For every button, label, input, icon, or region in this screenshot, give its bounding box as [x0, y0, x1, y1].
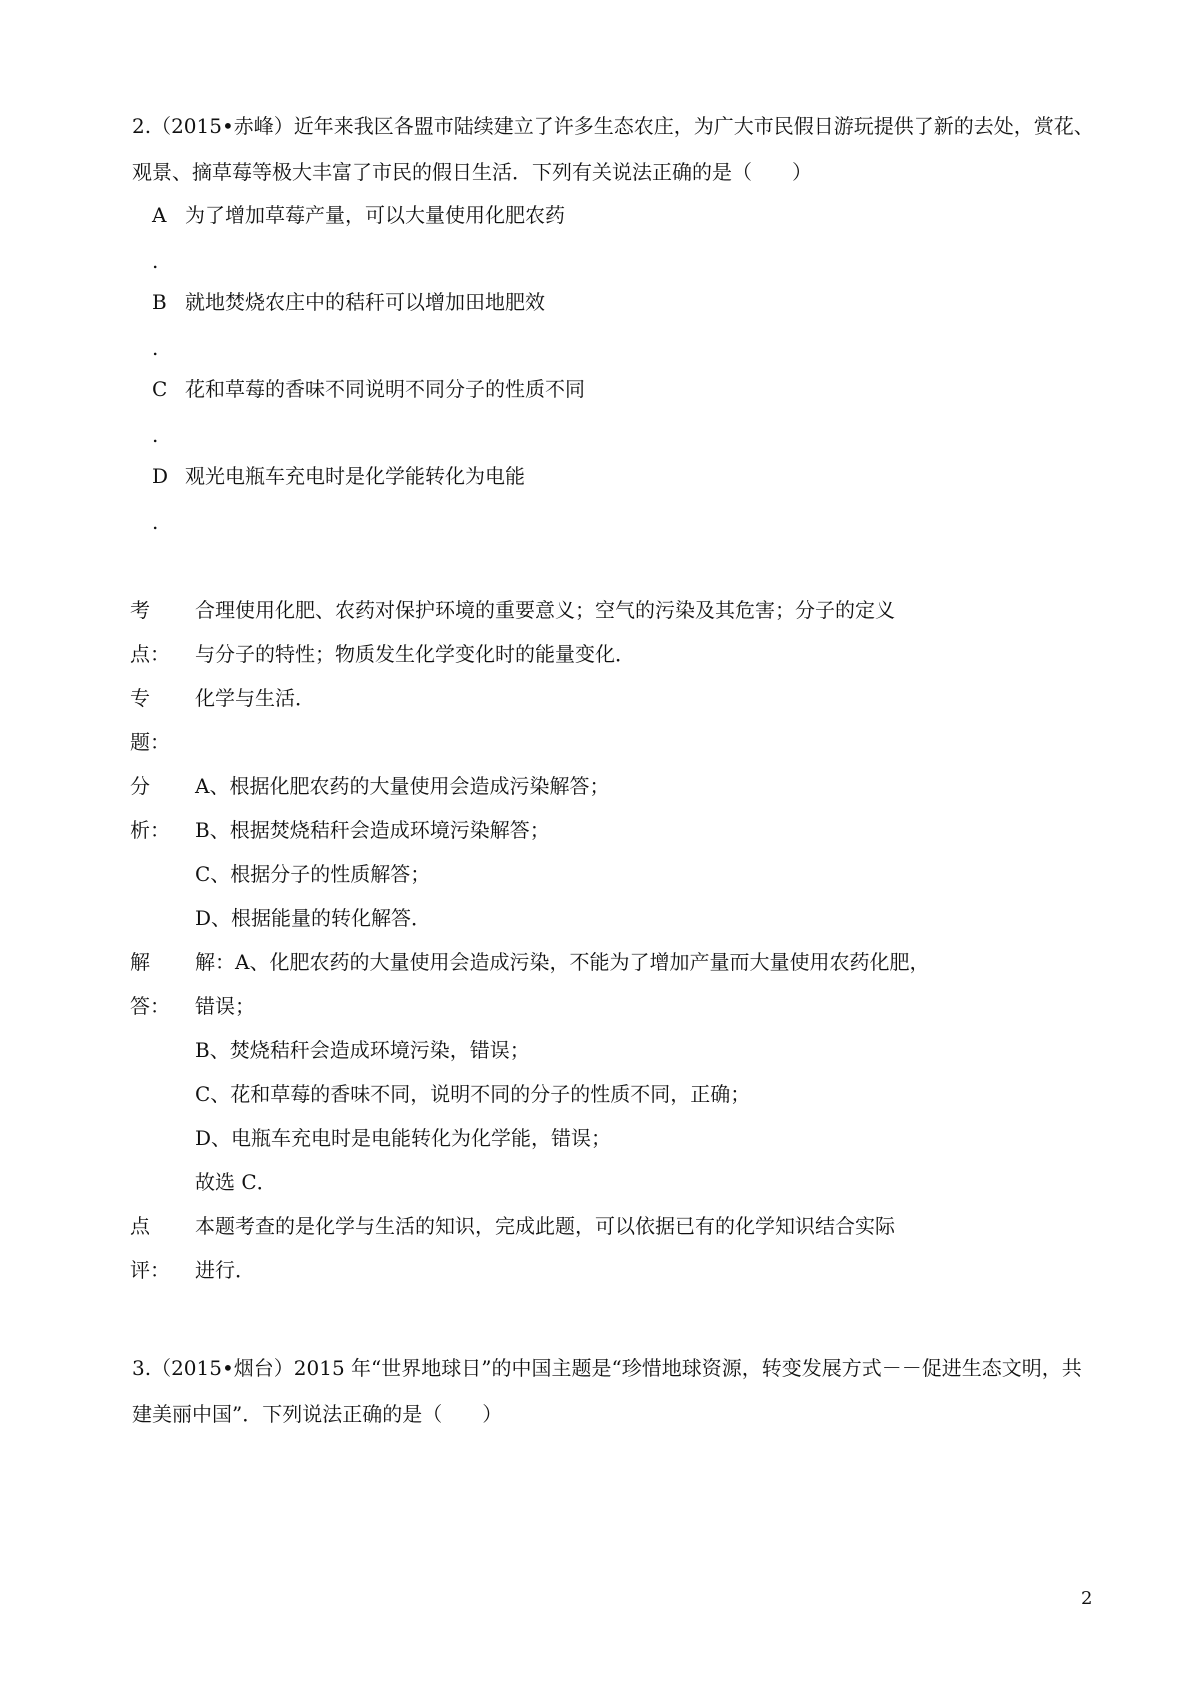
kaodian-label-1: 考 — [130, 598, 150, 622]
option-c-letter: C — [152, 377, 168, 401]
dianping-line-1: 本题考查的是化学与生活的知识，完成此题，可以依据已有的化学知识结合实际 — [195, 1214, 895, 1238]
page-number: 2 — [1081, 1588, 1093, 1609]
zhuanti-label-1: 专 — [130, 686, 150, 710]
fenxi-line-4: D、根据能量的转化解答． — [195, 906, 432, 930]
fenxi-line-1: A、根据化肥农药的大量使用会造成污染解答； — [195, 774, 610, 798]
option-d-text: 观光电瓶车充电时是化学能转化为电能 — [185, 464, 525, 488]
dianping-label-1: 点 — [130, 1214, 150, 1238]
jieda-line-5: D、电瓶车充电时是电能转化为化学能，错误； — [195, 1126, 612, 1150]
fenxi-line-2: B、根据焚烧秸秆会造成环境污染解答； — [195, 818, 550, 842]
fenxi-label-1: 分 — [130, 774, 150, 798]
option-b-text: 就地焚烧农庄中的秸秆可以增加田地肥效 — [185, 290, 545, 314]
option-a-letter: A — [152, 203, 167, 227]
option-d-letter: D — [152, 464, 169, 488]
option-a-text: 为了增加草莓产量，可以大量使用化肥农药 — [185, 203, 565, 227]
option-a-dot: . — [152, 249, 159, 273]
kaodian-label-2: 点： — [130, 642, 170, 666]
question-2-line-1: 2.（2015•赤峰）近年来我区各盟市陆续建立了许多生态农庄，为广大市民假日游玩提供了新的去处，赏花、 — [132, 114, 1094, 138]
question-2-line-2: 观景、摘草莓等极大丰富了市民的假日生活．下列有关说法正确的是（ ） — [132, 160, 812, 184]
fenxi-label-2: 析： — [130, 818, 170, 842]
question-3-line-2: 建美丽中国”．下列说法正确的是（ ） — [132, 1402, 503, 1426]
zhuanti-line-1: 化学与生活． — [195, 686, 315, 710]
fenxi-line-3: C、根据分子的性质解答； — [195, 862, 431, 886]
question-3-line-1: 3.（2015•烟台）2015 年“世界地球日”的中国主题是“珍惜地球资源，转变发展方式－－促进生态文明，共 — [132, 1356, 1082, 1380]
option-c-dot: . — [152, 423, 159, 447]
jieda-label-2: 答： — [130, 994, 170, 1018]
jieda-line-1: 解：A、化肥农药的大量使用会造成污染，不能为了增加产量而大量使用农药化肥， — [195, 950, 930, 974]
jieda-line-4: C、花和草莓的香味不同，说明不同的分子的性质不同，正确； — [195, 1082, 751, 1106]
dianping-line-2: 进行． — [195, 1258, 255, 1282]
zhuanti-label-2: 题： — [130, 730, 170, 754]
option-d-dot: . — [152, 510, 159, 534]
jieda-line-2: 错误； — [195, 994, 255, 1018]
option-b-dot: . — [152, 336, 159, 360]
dianping-label-2: 评： — [130, 1258, 170, 1282]
kaodian-line-1: 合理使用化肥、农药对保护环境的重要意义；空气的污染及其危害；分子的定义 — [195, 598, 895, 622]
option-b-letter: B — [152, 290, 167, 314]
option-c-text: 花和草莓的香味不同说明不同分子的性质不同 — [185, 377, 585, 401]
jieda-label-1: 解 — [130, 950, 150, 974]
jieda-line-6: 故选 C． — [195, 1170, 277, 1194]
jieda-line-3: B、焚烧秸秆会造成环境污染，错误； — [195, 1038, 530, 1062]
kaodian-line-2: 与分子的特性；物质发生化学变化时的能量变化． — [195, 642, 635, 666]
